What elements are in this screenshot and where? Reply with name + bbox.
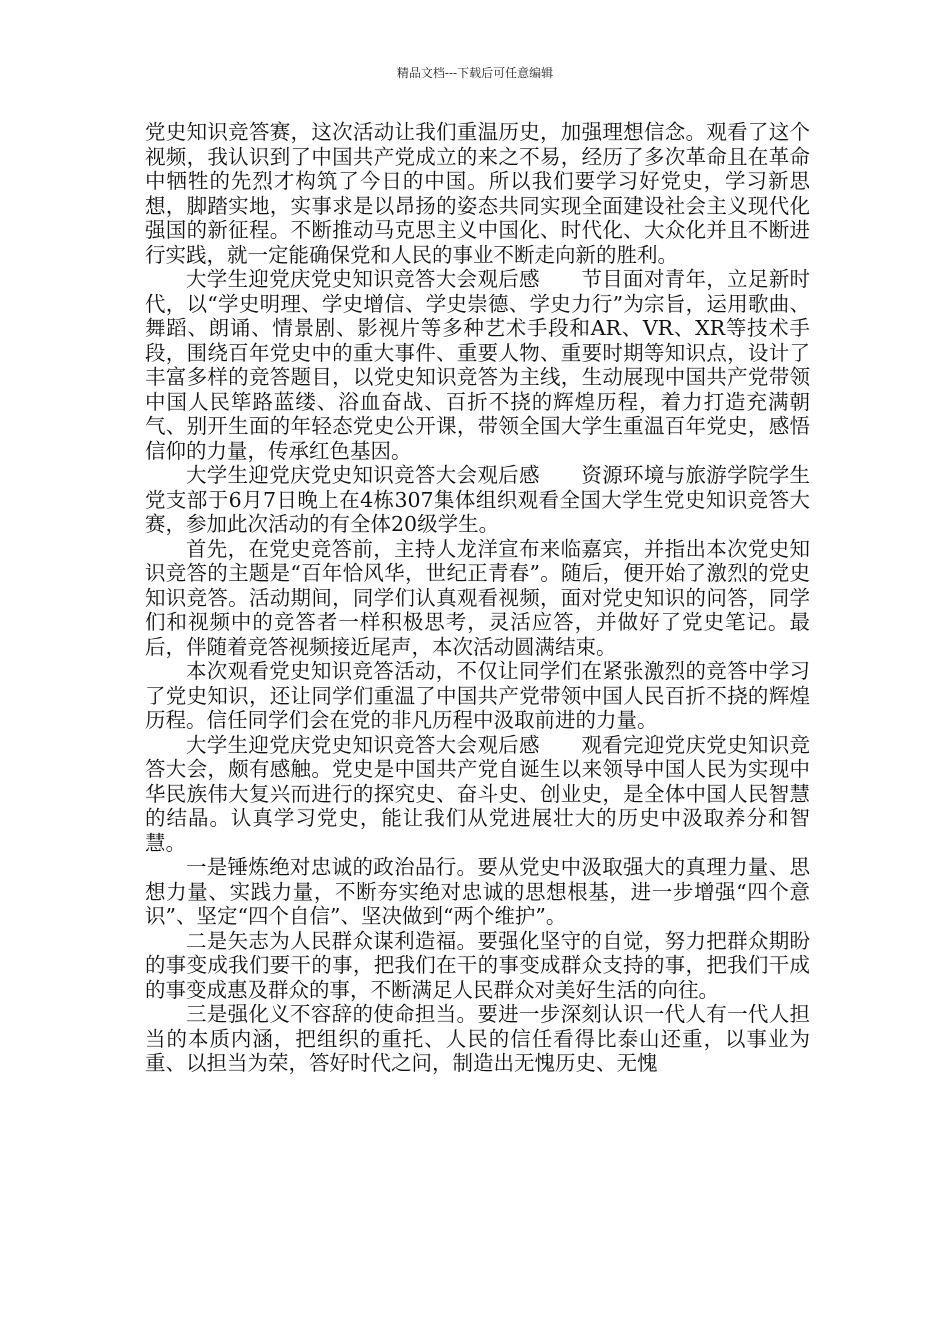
page-header: 精品文档---下载后可任意编辑 (396, 66, 554, 80)
paragraph-8: 二是矢志为人民群众谋利造福。要强化坚守的自觉，努力把群众期盼的事变成我们要干的事，把我们在干的事变成群众支持的事，把我们干成的事变成惠及群众的事，不断满足人民群众对美好生活的向往。 (145, 928, 810, 1002)
paragraph-2: 大学生迎党庆党史知识竞答大会观后感 节目面对青年，立足新时代，以“学史明理、学史增信、学史崇德、学史力行”为宗旨，运用歌曲、舞蹈、朗诵、情景剧、影视片等多种艺术手段和AR、VR、XR等技术手段，围绕百年党史中的重大事件、重要人物、重要时期等知识点，设计了丰富多样的竞答题目，以党史知识竞答为主线，生动展现中国共产党带领中国人民筚路蓝缕、浴血奋战、百折不挠的辉煌历程，着力打造充满朝气、别开生面的年轻态党史公开课，带领全国大学生重温百年党史，感悟信仰的力量，传承红色基因。 (145, 267, 810, 463)
paragraph-1: 党史知识竞答赛，这次活动让我们重温历史，加强理想信念。观看了这个视频，我认识到了中国共产党成立的来之不易，经历了多次革命且在革命中牺牲的先烈才构筑了今日的中国。所以我们要学习好党史，学习新思想，脚踏实地，实事求是以昂扬的姿态共同实现全面建设社会主义现代化强国的新征程。不断推动马克思主义中国化、时代化、大众化并且不断进行实践，就一定能确保党和人民的事业不断走向新的胜利。 (145, 120, 810, 267)
paragraph-5: 本次观看党史知识竞答活动，不仅让同学们在紧张激烈的竞答中学习了党史知识，还让同学们重温了中国共产党带领中国人民百折不挠的辉煌历程。信任同学们会在党的非凡历程中汲取前进的力量。 (145, 659, 810, 732)
paragraph-6: 大学生迎党庆党史知识竞答大会观后感 观看完迎党庆党史知识竞答大会，颇有感触。党史是中国共产党自诞生以来领导中国人民为实现中华民族伟大复兴而进行的探究史、奋斗史、创业史，是全体中国人民智慧的结晶。认真学习党史，能让我们从党进展壮大的历史中汲取养分和智慧。 (145, 732, 810, 855)
paragraph-3: 大学生迎党庆党史知识竞答大会观后感 资源环境与旅游学院学生党支部于6月7日晚上在4栋307集体组织观看全国大学生党史知识竞答大赛，参加此次活动的有全体20级学生。 (145, 463, 810, 536)
paragraph-9: 三是强化义不容辞的使命担当。要进一步深刻认识一代人有一代人担当的本质内涵，把组织的重托、人民的信任看得比泰山还重，以事业为重、以担当为荣，答好时代之问，制造出无愧历史、无愧 (145, 1002, 810, 1075)
paragraph-4: 首先，在党史竞答前，主持人龙洋宣布来临嘉宾，并指出本次党史知识竞答的主题是“百年恰风华，世纪正青春”。随后，便开始了激烈的党史知识竞答。活动期间，同学们认真观看视频，面对党史知识的问答，同学们和视频中的竞答者一样积极思考，灵活应答，并做好了党史笔记。最后，伴随着竞答视频接近尾声，本次活动圆满结束。 (145, 536, 810, 659)
document-body (145, 120, 810, 1076)
paragraph-7: 一是锤炼绝对忠诚的政治品行。要从党史中汲取强大的真理力量、思想力量、实践力量，不断夯实绝对忠诚的思想根基，进一步增强“四个意识”、坚定“四个自信”、坚决做到“两个维护”。 (145, 855, 810, 928)
